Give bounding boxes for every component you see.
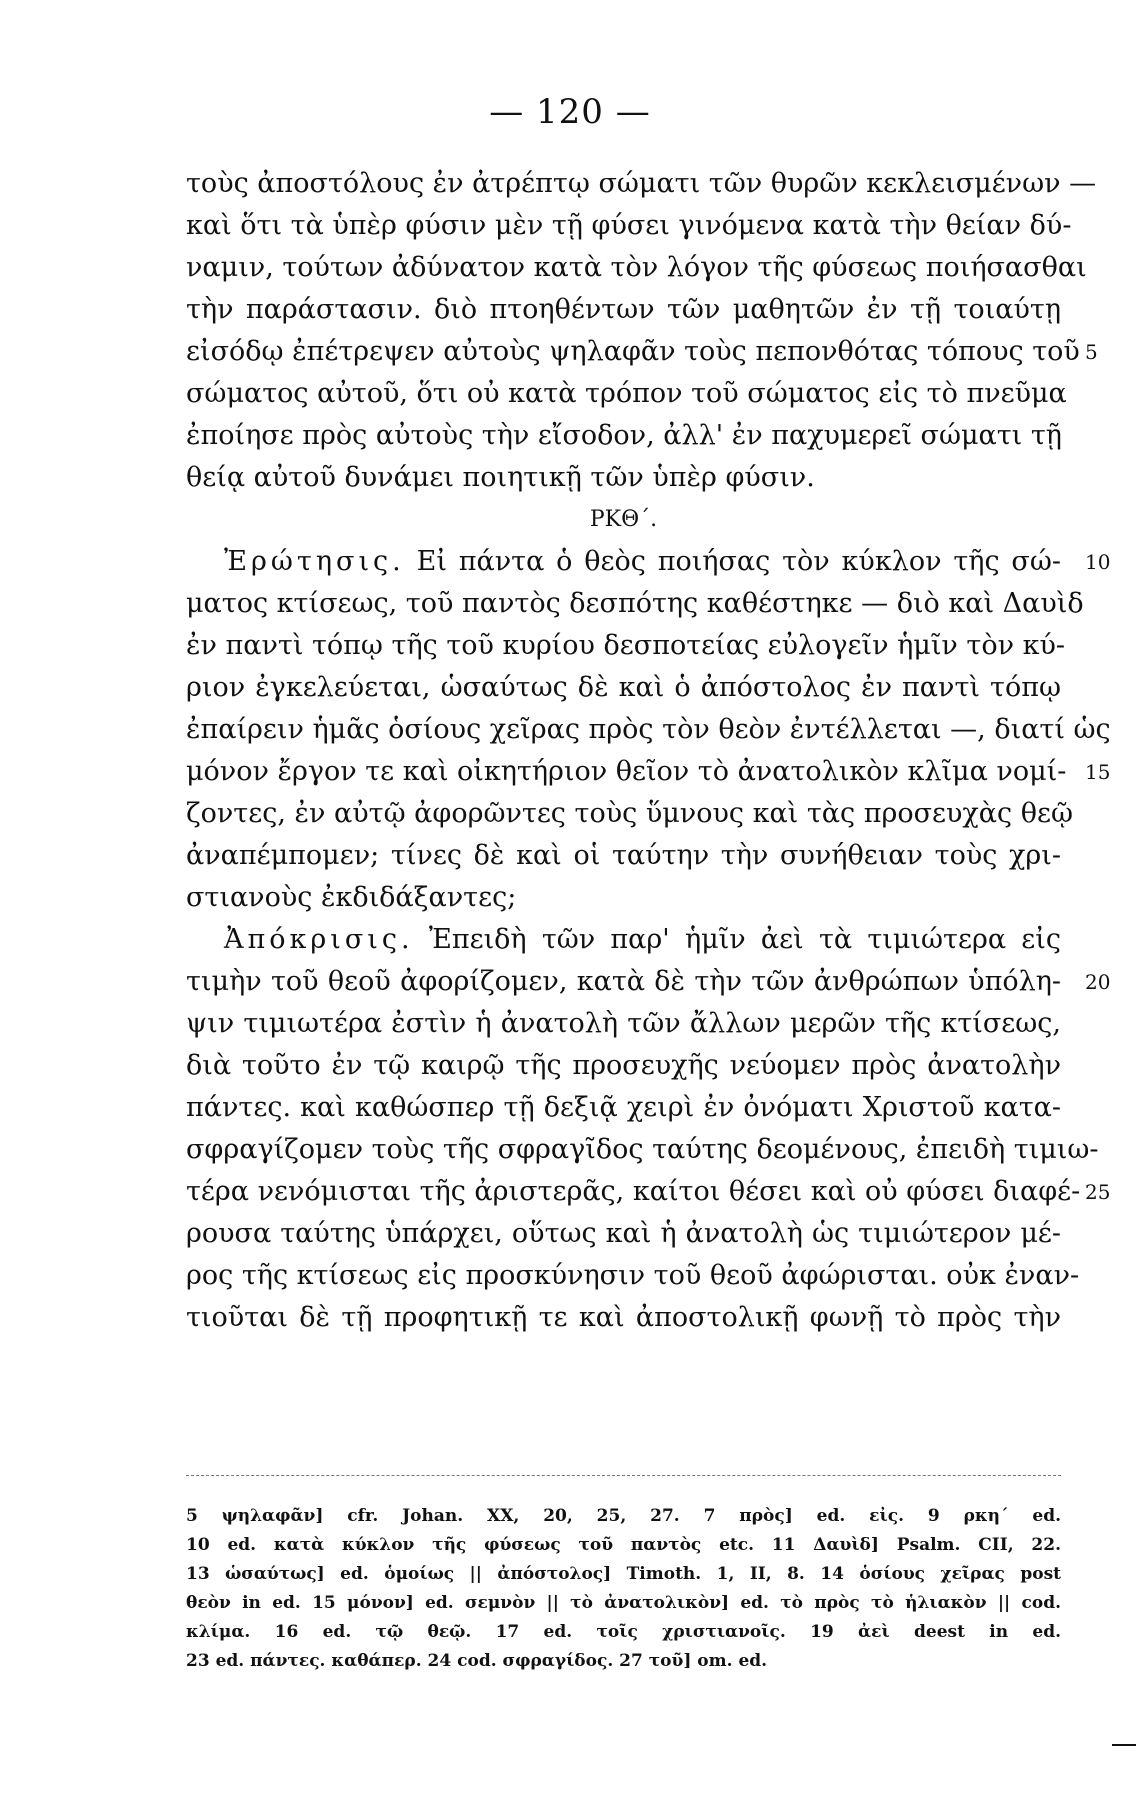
text-line: ἀναπέμπομεν; τίνες δὲ καὶ οἱ ταύτην τὴν συνήθειαν τοὺς χρι- xyxy=(186,840,1061,871)
section-heading: ΡΚΘ΄. xyxy=(589,507,658,532)
text-line: ἐποίησε πρὸς αὐτοὺς τὴν εἴσοδον, ἀλλ' ἐν παχυμερεῖ σώματι τῇ xyxy=(186,420,1062,451)
footnote-line: θεὸν in ed. 15 μόνον] ed. σεμνὸν || τὸ ἀνατολικὸν] ed. τὸ πρὸς τὸ ἡλιακὸν || cod. xyxy=(186,1593,1061,1613)
text-line: ριον ἐγκελεύεται, ὡσαύτως δὲ καὶ ὁ ἀπόστολος ἐν παντὶ τόπῳ xyxy=(186,672,1061,703)
line-number: 5 xyxy=(1085,340,1098,364)
text-line: τοὺς ἀποστόλους ἐν ἀτρέπτῳ σώματι τῶν θυρῶν κεκλεισμένων — xyxy=(186,168,1097,199)
text-line: σώματος αὐτοῦ, ὅτι οὐ κατὰ τρόπον τοῦ σώματος εἰς τὸ πνεῦμα xyxy=(186,378,1067,409)
text-line: ναμιν, τούτων ἀδύνατον κατὰ τὸν λόγον τῆς φύσεως ποιήσασθαι xyxy=(186,252,1087,283)
text-line: στιανοὺς ἐκδιδάξαντες; xyxy=(186,882,517,913)
corner-mark xyxy=(1112,1744,1136,1746)
answer-text: Ἐπειδὴ τῶν παρ' ἡμῖν ἀεὶ τὰ τιμιώτερα εἰς xyxy=(428,924,1061,955)
text-line: μόνον ἔργον τε καὶ οἰκητήριον θεῖον τὸ ἀνατολικὸν κλῖμα νομί- xyxy=(186,756,1067,787)
text-line: ἐπαίρειν ἡμᾶς ὁσίους χεῖρας πρὸς τὸν θεὸν ἐντέλλεται —, διατί ὡς xyxy=(186,714,1111,745)
text-line: ρουσα ταύτης ὑπάρχει, οὕτως καὶ ἡ ἀνατολὴ ὡς τιμιώτερον μέ- xyxy=(186,1218,1061,1249)
line-number: 15 xyxy=(1085,760,1111,784)
text-line: διὰ τοῦτο ἐν τῷ καιρῷ τῆς προσευχῆς νεύομεν πρὸς ἀνατολὴν xyxy=(186,1050,1061,1081)
footnotes xyxy=(186,1502,1061,1676)
line-number: 25 xyxy=(1085,1180,1111,1204)
text-line: σφραγίζομεν τοὺς τῆς σφραγῖδος ταύτης δεομένους, ἐπειδὴ τιμιω- xyxy=(186,1134,1099,1165)
question-line xyxy=(186,541,1061,583)
footnote-line: 13 ὡσαύτως] ed. ὁμοίως || ἀπόστολος] Timoth. 1, II, 8. 14 ὁσίους χεῖρας post xyxy=(186,1564,1061,1584)
text-line: καὶ ὅτι τὰ ὑπὲρ φύσιν μὲν τῇ φύσει γινόμενα κατὰ τὴν θείαν δύ- xyxy=(186,210,1072,241)
line-number: 20 xyxy=(1085,970,1111,994)
text-line: ματος κτίσεως, τοῦ παντὸς δεσπότης καθέστηκε — διὸ καὶ Δαυὶδ xyxy=(186,588,1084,619)
footnote-line: κλίμα. 16 ed. τῷ θεῷ. 17 ed. τοῖς χριστιανοῖς. 19 ἀεὶ deest in ed. xyxy=(186,1622,1061,1642)
text-line: τιμὴν τοῦ θεοῦ ἀφορίζομεν, κατὰ δὲ τὴν τῶν ἀνθρώπων ὑπόλη- xyxy=(186,966,1061,997)
text-line: ζοντες, ἐν αὐτῷ ἀφορῶντες τοὺς ὕμνους καὶ τὰς προσευχὰς θεῷ xyxy=(186,798,1073,829)
question-label: Ἐρώτησις. xyxy=(224,546,405,577)
answer-label: Ἀπόκρισις. xyxy=(224,924,414,955)
text-line: ψιν τιμιωτέρα ἐστὶν ἡ ἀνατολὴ τῶν ἄλλων μερῶν τῆς κτίσεως, xyxy=(186,1008,1061,1039)
text-line: τὴν παράστασιν. διὸ πτοηθέντων τῶν μαθητῶν ἐν τῇ τοιαύτῃ xyxy=(186,294,1061,325)
footnote-line: 5 ψηλαφᾶν] cfr. Johan. XX, 20, 25, 27. 7 πρὸς] ed. εἰς. 9 ρκη΄ ed. xyxy=(186,1506,1061,1526)
question-text: Εἰ πάντα ὁ θεὸς ποιήσας τὸν κύκλον τῆς σώ- xyxy=(416,546,1061,577)
footnote-line: 10 ed. κατὰ κύκλον τῆς φύσεως τοῦ παντὸς etc. 11 Δαυὶδ] Psalm. CII, 22. xyxy=(186,1535,1061,1555)
footnote-line: 23 ed. πάντες. καθάπερ. 24 cod. σφραγίδος. 27 τοῦ] om. ed. xyxy=(186,1651,768,1671)
text-line: ἐν παντὶ τόπῳ τῆς τοῦ κυρίου δεσποτείας εὐλογεῖν ἡμῖν τὸν κύ- xyxy=(186,630,1066,661)
text-line: θείᾳ αὐτοῦ δυνάμει ποιητικῇ τῶν ὑπὲρ φύσιν. xyxy=(186,462,815,493)
text-line: τέρα νενόμισται τῆς ἀριστερᾶς, καίτοι θέσει καὶ οὐ φύσει διαφέ- xyxy=(186,1176,1081,1207)
text-line: εἰσόδῳ ἐπέτρεψεν αὐτοὺς ψηλαφᾶν τοὺς πεπονθότας τόπους τοῦ xyxy=(186,336,1080,367)
line-number: 10 xyxy=(1085,550,1111,574)
text-line: τιοῦται δὲ τῇ προφητικῇ τε καὶ ἀποστολικῇ φωνῇ τὸ πρὸς τὴν xyxy=(186,1302,1061,1333)
answer-line xyxy=(186,919,1061,961)
text-line: ρος τῆς κτίσεως εἰς προσκύνησιν τοῦ θεοῦ ἀφώρισται. οὐκ ἐναν- xyxy=(186,1260,1080,1291)
footnote-divider xyxy=(186,1475,1061,1476)
text-line: πάντες. καὶ καθώσπερ τῇ δεξιᾷ χειρὶ ἐν ὀνόματι Χριστοῦ κατα- xyxy=(186,1092,1061,1123)
page-number: — 120 — xyxy=(489,92,651,132)
